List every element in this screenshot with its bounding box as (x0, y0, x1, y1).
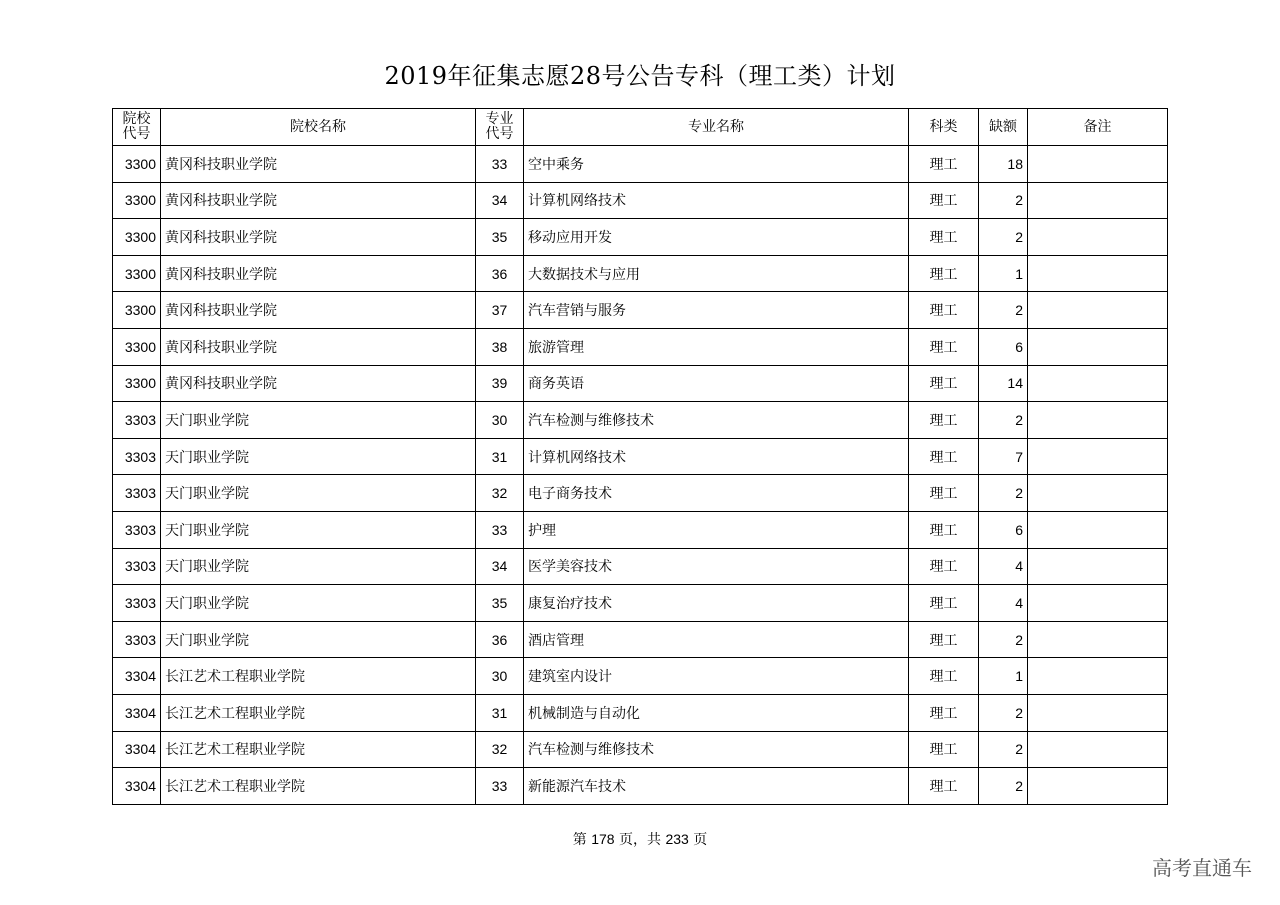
category-cell: 理工 (909, 768, 979, 805)
category-cell: 理工 (909, 475, 979, 512)
table-row (113, 694, 1168, 731)
school-code-cell: 3300 (113, 255, 161, 292)
major-code-cell: 33 (476, 511, 524, 548)
school-name-cell: 黄冈科技职业学院 (161, 255, 476, 292)
table-row (113, 731, 1168, 768)
vacancy-cell: 2 (979, 182, 1028, 219)
major-code-cell: 35 (476, 219, 524, 256)
table-body (113, 146, 1168, 805)
table-row (113, 585, 1168, 622)
major-name-cell: 建筑室内设计 (524, 658, 909, 695)
category-cell: 理工 (909, 731, 979, 768)
table-row (113, 768, 1168, 805)
school-name-cell: 长江艺术工程职业学院 (161, 694, 476, 731)
school-name-cell: 天门职业学院 (161, 548, 476, 585)
school-name-cell: 长江艺术工程职业学院 (161, 731, 476, 768)
header-vacancy: 缺额 (979, 109, 1028, 146)
vacancy-cell: 2 (979, 219, 1028, 256)
major-name-cell: 康复治疗技术 (524, 585, 909, 622)
major-name-cell: 汽车营销与服务 (524, 292, 909, 329)
school-name-cell: 长江艺术工程职业学院 (161, 768, 476, 805)
table-row (113, 438, 1168, 475)
major-name-cell: 新能源汽车技术 (524, 768, 909, 805)
remark-cell (1028, 402, 1168, 439)
major-code-cell: 36 (476, 255, 524, 292)
footer-page-number: 178 (591, 831, 615, 847)
school-name-cell: 天门职业学院 (161, 475, 476, 512)
remark-cell (1028, 328, 1168, 365)
vacancy-cell: 2 (979, 621, 1028, 658)
major-name-cell: 计算机网络技术 (524, 438, 909, 475)
remark-cell (1028, 511, 1168, 548)
category-cell: 理工 (909, 255, 979, 292)
category-cell: 理工 (909, 292, 979, 329)
major-code-cell: 36 (476, 621, 524, 658)
remark-cell (1028, 292, 1168, 329)
header-major-code: 专业 代号 (476, 109, 524, 146)
school-name-cell: 天门职业学院 (161, 511, 476, 548)
footer-suffix: 页 (693, 832, 708, 848)
school-code-cell: 3304 (113, 658, 161, 695)
table-row (113, 182, 1168, 219)
remark-cell (1028, 475, 1168, 512)
school-name-cell: 天门职业学院 (161, 402, 476, 439)
school-name-cell: 黄冈科技职业学院 (161, 292, 476, 329)
school-name-cell: 天门职业学院 (161, 585, 476, 622)
school-code-cell: 3303 (113, 511, 161, 548)
page-title: 2019年征集志愿28号公告专科（理工类）计划 (384, 62, 896, 90)
table-header-row (113, 109, 1168, 146)
major-code-cell: 33 (476, 768, 524, 805)
footer-prefix: 第 (572, 832, 587, 848)
remark-cell (1028, 548, 1168, 585)
category-cell: 理工 (909, 621, 979, 658)
category-cell: 理工 (909, 219, 979, 256)
major-name-cell: 大数据技术与应用 (524, 255, 909, 292)
remark-cell (1028, 731, 1168, 768)
table-row (113, 511, 1168, 548)
category-cell: 理工 (909, 511, 979, 548)
major-code-cell: 30 (476, 658, 524, 695)
school-code-cell: 3303 (113, 402, 161, 439)
major-code-cell: 34 (476, 182, 524, 219)
major-code-cell: 33 (476, 146, 524, 183)
school-code-cell: 3303 (113, 621, 161, 658)
school-code-cell: 3300 (113, 365, 161, 402)
school-name-cell: 黄冈科技职业学院 (161, 365, 476, 402)
major-code-cell: 35 (476, 585, 524, 622)
remark-cell (1028, 768, 1168, 805)
vacancy-cell: 6 (979, 328, 1028, 365)
category-cell: 理工 (909, 365, 979, 402)
major-name-cell: 移动应用开发 (524, 219, 909, 256)
table-row (113, 219, 1168, 256)
category-cell: 理工 (909, 438, 979, 475)
table-row (113, 255, 1168, 292)
major-name-cell: 护理 (524, 511, 909, 548)
vacancy-cell: 2 (979, 768, 1028, 805)
major-code-cell: 31 (476, 694, 524, 731)
vacancy-cell: 1 (979, 658, 1028, 695)
header-school-name: 院校名称 (161, 109, 476, 146)
major-code-cell: 32 (476, 731, 524, 768)
school-code-cell: 3300 (113, 219, 161, 256)
major-name-cell: 酒店管理 (524, 621, 909, 658)
vacancy-cell: 2 (979, 731, 1028, 768)
major-name-cell: 计算机网络技术 (524, 182, 909, 219)
category-cell: 理工 (909, 182, 979, 219)
table-row (113, 328, 1168, 365)
category-cell: 理工 (909, 328, 979, 365)
school-code-cell: 3303 (113, 475, 161, 512)
category-cell: 理工 (909, 585, 979, 622)
category-cell: 理工 (909, 146, 979, 183)
table-row (113, 548, 1168, 585)
vacancy-cell: 2 (979, 292, 1028, 329)
table-row (113, 292, 1168, 329)
footer-total-pages: 233 (665, 831, 689, 847)
vacancy-cell: 2 (979, 475, 1028, 512)
school-code-cell: 3300 (113, 182, 161, 219)
table-row (113, 621, 1168, 658)
table-row (113, 365, 1168, 402)
vacancy-cell: 7 (979, 438, 1028, 475)
school-code-cell: 3300 (113, 292, 161, 329)
school-name-cell: 黄冈科技职业学院 (161, 219, 476, 256)
vacancy-cell: 4 (979, 548, 1028, 585)
table-row (113, 402, 1168, 439)
major-name-cell: 机械制造与自动化 (524, 694, 909, 731)
major-code-cell: 32 (476, 475, 524, 512)
watermark-text: 高考直通车 (1152, 856, 1252, 880)
category-cell: 理工 (909, 402, 979, 439)
school-code-cell: 3304 (113, 694, 161, 731)
major-name-cell: 汽车检测与维修技术 (524, 731, 909, 768)
vacancy-cell: 6 (979, 511, 1028, 548)
table-row (113, 146, 1168, 183)
remark-cell (1028, 438, 1168, 475)
vacancy-cell: 2 (979, 402, 1028, 439)
major-name-cell: 医学美容技术 (524, 548, 909, 585)
header-category: 科类 (909, 109, 979, 146)
school-code-cell: 3303 (113, 548, 161, 585)
category-cell: 理工 (909, 548, 979, 585)
remark-cell (1028, 255, 1168, 292)
vacancy-cell: 1 (979, 255, 1028, 292)
major-code-cell: 34 (476, 548, 524, 585)
major-code-cell: 37 (476, 292, 524, 329)
remark-cell (1028, 585, 1168, 622)
page-footer (0, 829, 1280, 849)
school-name-cell: 黄冈科技职业学院 (161, 146, 476, 183)
table-row (113, 658, 1168, 695)
major-code-cell: 38 (476, 328, 524, 365)
remark-cell (1028, 219, 1168, 256)
remark-cell (1028, 365, 1168, 402)
major-name-cell: 汽车检测与维修技术 (524, 402, 909, 439)
plan-table (112, 108, 1168, 805)
major-name-cell: 空中乘务 (524, 146, 909, 183)
school-name-cell: 天门职业学院 (161, 621, 476, 658)
header-school-code: 院校 代号 (113, 109, 161, 146)
remark-cell (1028, 658, 1168, 695)
vacancy-cell: 4 (979, 585, 1028, 622)
header-major-name: 专业名称 (524, 109, 909, 146)
category-cell: 理工 (909, 658, 979, 695)
school-name-cell: 黄冈科技职业学院 (161, 182, 476, 219)
school-name-cell: 长江艺术工程职业学院 (161, 658, 476, 695)
vacancy-cell: 2 (979, 694, 1028, 731)
major-name-cell: 电子商务技术 (524, 475, 909, 512)
school-code-cell: 3303 (113, 438, 161, 475)
remark-cell (1028, 146, 1168, 183)
category-cell: 理工 (909, 694, 979, 731)
major-code-cell: 30 (476, 402, 524, 439)
remark-cell (1028, 182, 1168, 219)
remark-cell (1028, 621, 1168, 658)
school-code-cell: 3300 (113, 146, 161, 183)
school-name-cell: 天门职业学院 (161, 438, 476, 475)
school-name-cell: 黄冈科技职业学院 (161, 328, 476, 365)
remark-cell (1028, 694, 1168, 731)
major-code-cell: 31 (476, 438, 524, 475)
major-name-cell: 商务英语 (524, 365, 909, 402)
table-row (113, 475, 1168, 512)
school-code-cell: 3300 (113, 328, 161, 365)
major-name-cell: 旅游管理 (524, 328, 909, 365)
school-code-cell: 3304 (113, 768, 161, 805)
vacancy-cell: 18 (979, 146, 1028, 183)
header-remark: 备注 (1028, 109, 1168, 146)
vacancy-cell: 14 (979, 365, 1028, 402)
school-code-cell: 3303 (113, 585, 161, 622)
school-code-cell: 3304 (113, 731, 161, 768)
major-code-cell: 39 (476, 365, 524, 402)
footer-middle: 页，共 (619, 832, 661, 848)
